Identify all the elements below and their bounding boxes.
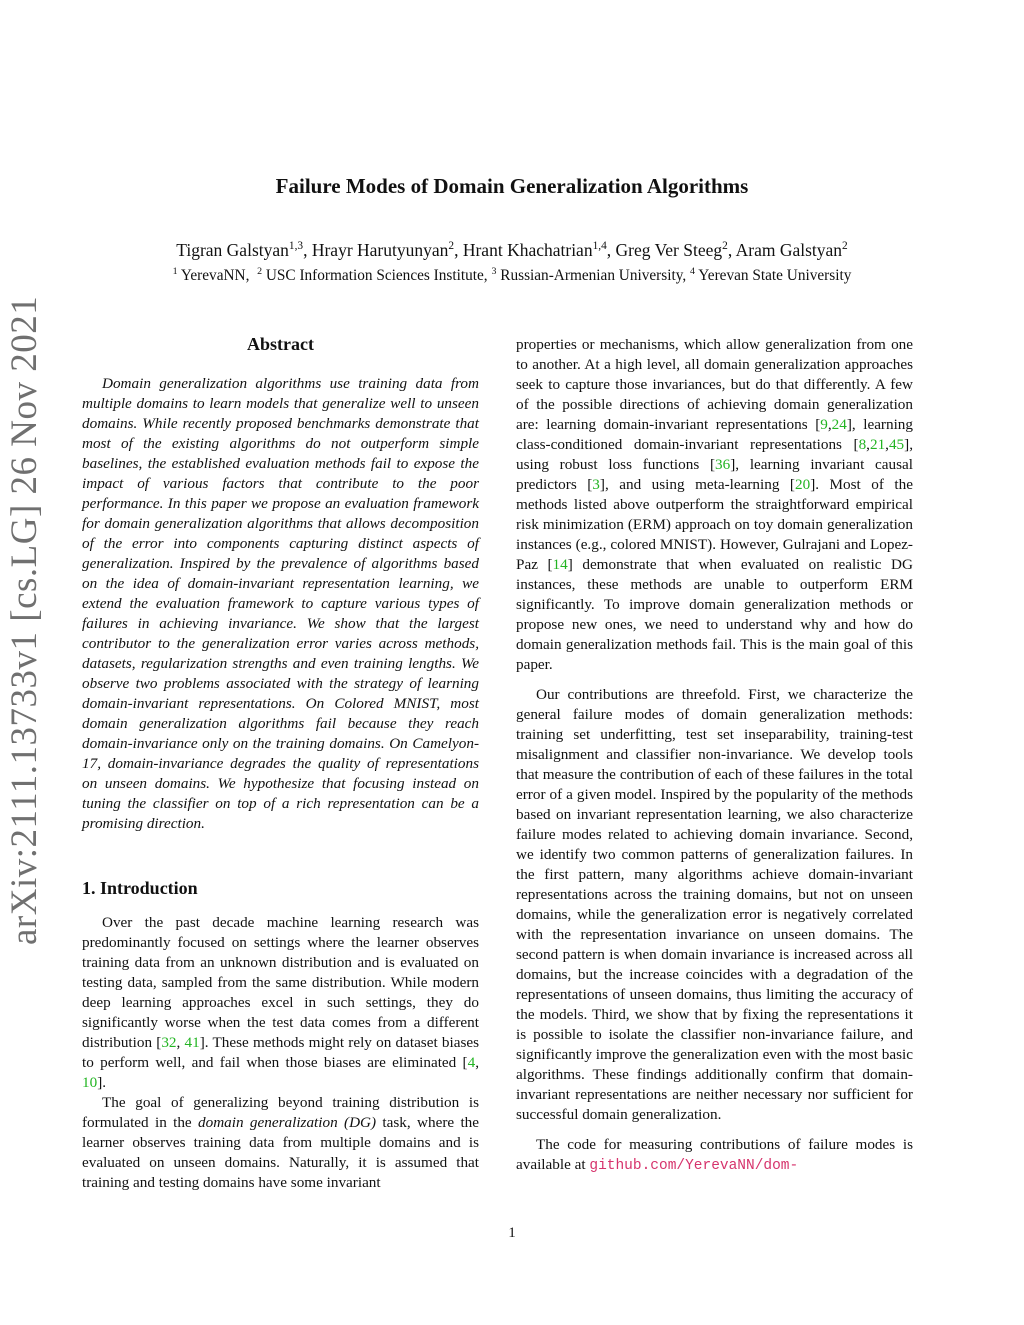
author-affil-mark: 1,3 (288, 240, 304, 253)
affiliation: Russian-Armenian University, (500, 267, 687, 284)
emphasis: domain generalization (DG) (198, 1114, 377, 1131)
text: , (176, 1034, 185, 1051)
text: ]. These methods might rely on dataset biases to perform well, and fail when those biases are eliminated [ (82, 1034, 480, 1071)
text: ], using robust loss functions [ (516, 436, 913, 473)
citation-link[interactable]: 9 (820, 416, 828, 433)
affiliation-list (0, 267, 1024, 285)
affiliation: YerevaNN, (180, 267, 250, 284)
citation-link[interactable]: 21 (869, 436, 886, 453)
citation-link[interactable]: 32 (161, 1034, 177, 1051)
citation-link[interactable]: 20 (795, 476, 811, 493)
author-affil-mark: 2 (842, 240, 848, 253)
text: ] demonstrate that when evaluated on realistic DG instances, these methods are unable to outperform ERM significantly. To improve domain generalization methods or propose new ones, we need to understand why and how do domain generalization methods fail. This is the main goal of this paper. (516, 556, 913, 673)
author-name: Hrayr Harutyunyan (311, 240, 449, 260)
citation-link[interactable]: 41 (184, 1034, 200, 1051)
text: ], learning class-conditioned domain-invariant representations [ (516, 416, 913, 453)
affil-mark: 3 (491, 266, 497, 278)
paper-title: Failure Modes of Domain Generalization Algorithms (275, 174, 749, 198)
citation-link[interactable]: 14 (552, 556, 568, 573)
abstract-heading: Abstract (247, 334, 314, 354)
author-list: Tigran Galstyan$^{1,3}$, Hrayr Harutyunyan$^2$, Hrant Khachatrian$^{1,4}$, Greg Ver Steeg$^2$, Aram Galstyan$^2$ (176, 240, 848, 260)
citation-link[interactable]: 45 (888, 436, 905, 453)
text: , (885, 436, 889, 453)
citation-link[interactable]: 36 (715, 456, 731, 473)
text: , (475, 1054, 479, 1071)
page-number: 1 (508, 1225, 516, 1241)
abstract-text: Domain generalization algorithms use training data from multiple domains to learn models that generalize well to unseen domains. While recently proposed benchmarks demonstrate that most of the existing algorithms do not outperform simple baselines, the established evaluation methods fail to expose the impact of various factors that contribute to the poor performance. In this paper we propose an evaluation framework for domain generalization algorithms that allows decomposition of the error into components capturing distinct aspects of generalization. Inspired by the prevalence of algorithms based on the idea of domain-invariant representation learning, we extend the evaluation framework to capture various types of failures in achieving invariance. We show that the largest contributor to the generalization error varies across methods, datasets, regularization strengths and even training lengths. We observe two problems associated with the strategy of learning domain-invariant representations. On Colored MNIST, most domain generalization algorithms fail because they reach domain-invariance only on the training domains. On Camelyon-17, domain-invariance degrades the quality of representations on unseen domains. We hypothesize that focusing instead on tuning the classifier on top of a rich representation can be a promising direction. (82, 375, 479, 832)
text: ]. (97, 1074, 107, 1091)
author-affil-mark: 2 (448, 240, 455, 253)
affil-mark: 2 (257, 266, 263, 278)
text: , (827, 416, 832, 433)
arxiv-side-stamp: arXiv:2111.13733v1 [cs.LG] 26 Nov 2021 (4, 295, 45, 945)
text: ]. Most of the methods listed above outperform the straightforward empirical risk minimization (ERM) approach on toy domain generalization instances (e.g., colored MNIST). However, Gulrajani and Lopez-Paz [ (516, 476, 913, 573)
text: ], and using meta-learning [ (599, 476, 795, 493)
text: The code for measuring contributions of failure modes is available at (516, 1136, 913, 1173)
right-paragraph-2: Our contributions are threefold. First, we characterize the general failure modes of domain generalization methods: training set underfitting, test set inseparability, training-test misalignment and classifier non-invariance. We develop tools that measure the contribution of each of these failures in the total error of a given model. Inspired by the popularity of the methods based on invariant representation learning, we also characterize failure modes related to achieving domain invariance. Second, we identify two common patterns of generalization failures. In the first pattern, many algorithms achieve domain-invariant representations across the training domains, but not on unseen domains, while the generalization error is negatively correlated with the representation invariance on unseen domains. The second pattern is when domain invariance is increased across all domains, but the increase coincides with a degradation of the representations of unseen domains, thus limiting the accuracy of the models. Third, we show that by fixing the representations it is possible to isolate the classifier non-invariance failure, and significantly improve the generalization even with the most basic algorithms. These findings additionally confirm that domain-invariant representations are neither necessary nor sufficient for successful domain generalization. (516, 686, 913, 1123)
affiliation: USC Information Sciences Institute, (265, 267, 488, 284)
affiliation: Yerevan State University (698, 267, 852, 284)
right-paragraph-1 (516, 335, 913, 675)
text: The goal of generalizing beyond training distribution is formulated in the (82, 1094, 479, 1131)
citation-link[interactable]: 8 (858, 436, 867, 453)
author-affil-mark: 1,4 (592, 240, 607, 253)
text: , (866, 436, 870, 453)
left-column (82, 333, 479, 1193)
author-name: Hrant Khachatrian (462, 240, 593, 260)
section-heading-introduction: 1. Introduction (82, 878, 198, 898)
intro-paragraph-2 (82, 1093, 479, 1193)
citation-link[interactable]: 4 (467, 1054, 476, 1071)
intro-paragraph-1 (82, 913, 479, 1093)
citation-link[interactable]: 10 (82, 1074, 98, 1091)
author-name: Tigran Galstyan (176, 240, 289, 260)
affil-mark: 1 (172, 266, 178, 278)
right-column (516, 335, 913, 1176)
citation-link[interactable]: 24 (831, 416, 847, 433)
right-paragraph-3 (516, 1135, 913, 1176)
text: task, where the learner observes training data from multiple domains and is evaluated on unseen domains. Naturally, it is assumed that training and testing domains have some invariant (82, 1114, 480, 1191)
author-name: Greg Ver Steeg (615, 240, 723, 260)
citation-link[interactable]: 3 (592, 476, 600, 493)
text: properties or mechanisms, which allow generalization from one to another. At a high level, all domain generalization approaches seek to capture those invariances, but do that differently. A few of the possible directions of achieving domain generalization are: learning domain-invariant representations [ (516, 336, 913, 433)
author-affil-mark: 2 (722, 240, 728, 253)
text: Over the past decade machine learning research was predominantly focused on settings where the learner observes training data from an unknown distribution and is evaluated on testing data, sampled from the same distribution. While modern deep learning approaches excel in such settings, they do significantly worse when the test data comes from a different distribution [ (82, 914, 479, 1051)
affil-mark: 4 (690, 266, 696, 278)
author-name: Aram Galstyan (735, 240, 843, 260)
code-url-link[interactable]: github.com/YerevaNN/dom- (589, 1158, 799, 1174)
text: ], learning invariant causal predictors [ (516, 456, 913, 493)
